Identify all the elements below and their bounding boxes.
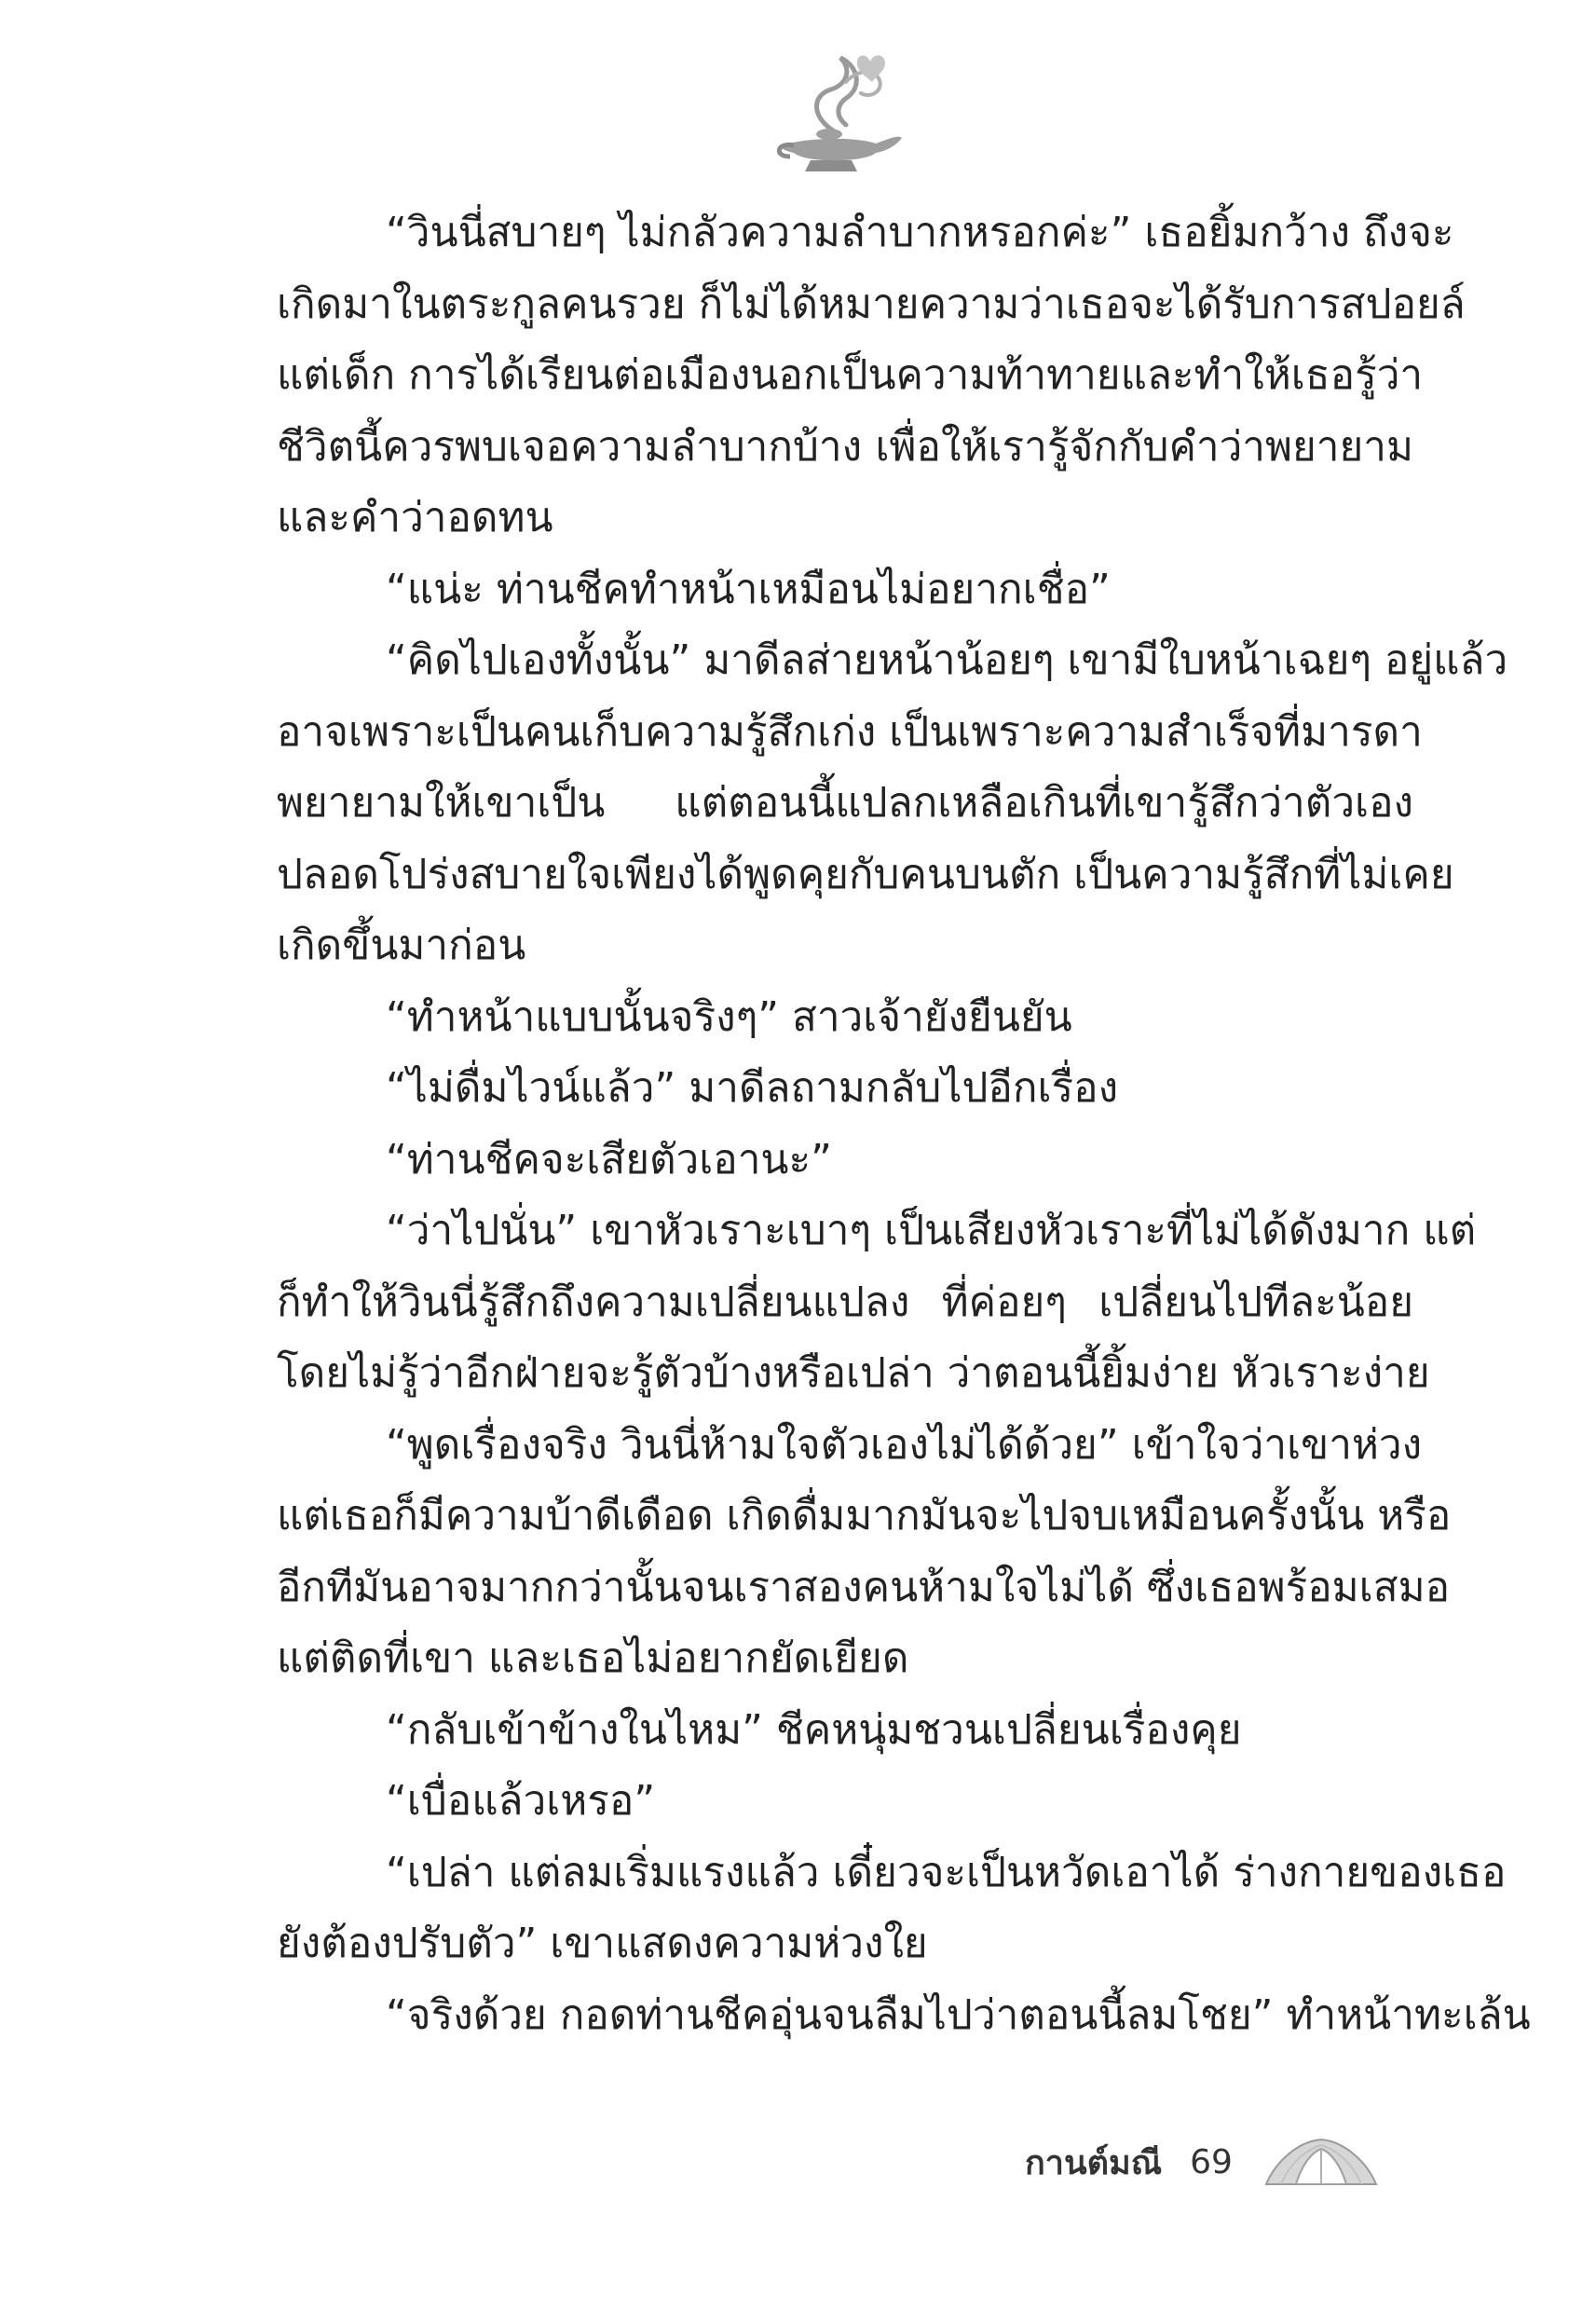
- text-line: “กลับเข้าข้างในไหม” ชีคหนุ่มชวนเปลี่ยนเรื่องคุย: [386, 1705, 1242, 1754]
- page-number: 69: [1190, 2142, 1233, 2181]
- text-line: อาจเพราะเป็นคนเก็บความรู้สึกเก่ง เป็นเพราะความสำเร็จที่มารดา: [277, 707, 1423, 756]
- text-line: แต่เธอก็มีความบ้าดีเดือด เกิดดื่มมากมันจะไปจบเหมือนครั้งนั้น หรือ: [277, 1492, 1452, 1539]
- text-line: “เบื่อแล้วเหรอ”: [386, 1777, 656, 1825]
- text-line: “ทำหน้าแบบนั้นจริงๆ” สาวเจ้ายังยืนยัน: [386, 992, 1072, 1041]
- text-line: “เปล่า แต่ลมเริ่มแรงแล้ว เดี๋ยวจะเป็นหวัดเอาได้ ร่างกายของเธอ: [386, 1848, 1507, 1896]
- text-line: “คิดไปเองทั้งนั้น” มาดีลส่ายหน้าน้อยๆ เขามีใบหน้าเฉยๆ อยู่แล้ว: [386, 636, 1508, 684]
- text-line: “วินนี่สบายๆ ไม่กลัวความลำบากหรอกค่ะ” เธอยิ้มกว้าง ถึงจะ: [386, 209, 1454, 256]
- footer-author: กานต์มณี: [1025, 2143, 1163, 2182]
- text-line: ก็ทำให้วินนี่รู้สึกถึงความเปลี่ยนแปลง ที่ค่อยๆ เปลี่ยนไปทีละน้อย: [277, 1278, 1413, 1326]
- text-line: “แน่ะ ท่านชีคทำหน้าเหมือนไม่อยากเชื่อ”: [386, 565, 1111, 613]
- text-line: อีกทีมันอาจมากกว่านั้นจนเราสองคนห้ามใจไม่ได้ ซึ่งเธอพร้อมเสมอ: [277, 1563, 1451, 1611]
- text-line: เกิดขึ้นมาก่อน: [277, 922, 526, 969]
- text-line: พยายามให้เขาเป็น แต่ตอนนี้แปลกเหลือเกินที่เขารู้สึกว่าตัวเอง: [277, 779, 1413, 827]
- text-line: ยังต้องปรับตัว” เขาแสดงความห่วงใย: [277, 1920, 928, 1967]
- tent-icon: [1261, 2134, 1382, 2190]
- text-line: ปลอดโปร่งสบายใจเพียงได้พูดคุยกับคนบนตัก เป็นความรู้สึกที่ไม่เคย: [277, 850, 1454, 898]
- text-line: “พูดเรื่องจริง วินนี่ห้ามใจตัวเองไม่ได้ด้วย” เข้าใจว่าเขาห่วง: [386, 1420, 1423, 1469]
- page-footer: [1025, 2134, 1382, 2190]
- text-line: “จริงด้วย กอดท่านชีคอุ่นจนลืมไปว่าตอนนี้ลมโชย” ทำหน้าทะเล้น: [386, 1990, 1531, 2039]
- text-line: แต่ติดที่เขา และเธอไม่อยากยัดเยียด: [277, 1634, 909, 1682]
- page-text-body: [277, 198, 1531, 2051]
- text-line: “ท่านชีคจะเสียตัวเอานะ”: [386, 1135, 832, 1183]
- text-line: แต่เด็ก การได้เรียนต่อเมืองนอกเป็นความท้าทายและทำให้เธอรู้ว่า: [277, 351, 1424, 399]
- text-line: “ว่าไปนั่น” เขาหัวเราะเบาๆ เป็นเสียงหัวเราะที่ไม่ได้ดังมาก แต่: [386, 1207, 1477, 1254]
- genie-lamp-ornament-icon: [766, 48, 906, 179]
- text-line: โดยไม่รู้ว่าอีกฝ่ายจะรู้ตัวบ้างหรือเปล่า ว่าตอนนี้ยิ้มง่าย หัวเราะง่าย: [277, 1349, 1430, 1397]
- text-line: และคำว่าอดทน: [277, 494, 553, 541]
- text-line: “ไม่ดื่มไวน์แล้ว” มาดีลถามกลับไปอีกเรื่อง: [386, 1064, 1119, 1112]
- text-line: ชีวิตนี้ควรพบเจอความลำบากบ้าง เพื่อให้เรารู้จักกับคำว่าพยายาม: [277, 422, 1413, 471]
- text-line: เกิดมาในตระกูลคนรวย ก็ไม่ได้หมายความว่าเธอจะได้รับการสปอยล์: [277, 280, 1466, 328]
